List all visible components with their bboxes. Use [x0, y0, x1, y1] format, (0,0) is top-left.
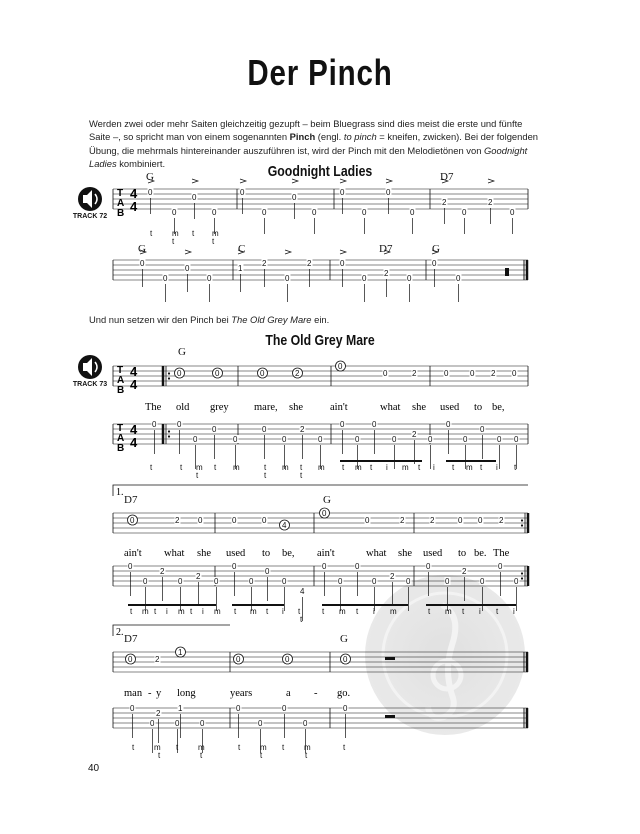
lyric-syllable: she [398, 548, 412, 559]
fingering-letter: m [154, 743, 161, 752]
tab-letter: B [117, 208, 125, 219]
chord-symbol: G [340, 633, 348, 645]
fingering-letter: m [355, 463, 362, 472]
fret-number: 2 [412, 430, 417, 439]
fingering-letter: i [496, 463, 498, 472]
fret-number: 2 [390, 572, 395, 581]
fret-number: 0 [406, 577, 411, 586]
fret-number: 0 [365, 516, 370, 525]
time-signature-bottom: 4 [130, 377, 138, 392]
fingering-letter: t [300, 463, 303, 472]
fingering-letter: t [282, 743, 285, 752]
fret-number: 0 [510, 208, 515, 217]
fret-number: 0 [212, 425, 217, 434]
fingering-letter: m [142, 607, 149, 616]
tab-letter: T [117, 365, 124, 376]
fret-number: 0 [458, 516, 463, 525]
fret-number: 0 [193, 435, 198, 444]
fingering-letter: i [202, 607, 204, 616]
lyric-syllable: ain't [317, 548, 335, 559]
accent-mark [192, 179, 198, 183]
fingering-letter: t [480, 463, 483, 472]
time-signature-top: 4 [130, 364, 138, 379]
fingering-letter: t [428, 607, 431, 616]
fret-number: 0 [322, 509, 327, 518]
beam [446, 460, 496, 462]
fingering-letter: i [373, 607, 375, 616]
fingering-letter: t [132, 743, 135, 752]
fret-number: 0 [446, 420, 451, 429]
fret-number: 0 [372, 577, 377, 586]
tab-clef-song1 [117, 186, 138, 219]
fret-number: 0 [212, 208, 217, 217]
fingering-letter: i [433, 463, 435, 472]
fingering-letter: t [150, 229, 153, 238]
fret-number: 2 [160, 567, 165, 576]
fingering-letter: t [214, 463, 217, 472]
fret-number: 2 [156, 709, 161, 718]
chord-symbol: G [138, 243, 146, 255]
lyric-syllable: be, [282, 548, 295, 559]
fingering-letter: t [264, 463, 267, 472]
repeat-dot [168, 430, 170, 432]
fret-number: 0 [200, 719, 205, 728]
fret-number: 2 [430, 516, 435, 525]
fingering-letter: m [198, 743, 205, 752]
fret-number: 2 [175, 516, 180, 525]
lyric-syllable: long [177, 688, 196, 699]
accent-mark [240, 179, 246, 183]
fingering-letter: t [176, 743, 179, 752]
fret-number: 0 [498, 562, 503, 571]
fret-number: 0 [480, 577, 485, 586]
fret-number: 2 [400, 516, 405, 525]
fret-number: 0 [392, 435, 397, 444]
fingering-letter: m [172, 229, 179, 238]
between-text-part: Und nun setzen wir den Pinch bei [89, 314, 232, 325]
lyric-syllable: ain't [330, 402, 348, 413]
fret-number: 0 [340, 259, 345, 268]
fret-number: 0 [514, 435, 519, 444]
fingering-letter: t [266, 607, 269, 616]
fret-number: 0 [185, 264, 190, 273]
fret-number: 2 [155, 655, 160, 664]
fret-number: 0 [163, 274, 168, 283]
fingering-letter: t [260, 751, 263, 760]
fingering-letter: t [300, 471, 303, 480]
lyric-syllable: The [145, 402, 162, 413]
lyric-syllable: go. [337, 688, 351, 699]
fret-number: 0 [207, 274, 212, 283]
tab-letter: A [117, 433, 125, 444]
lyric-syllable: man [124, 688, 143, 699]
fret-number: 0 [312, 208, 317, 217]
accent-mark [340, 179, 346, 183]
rest-mark [385, 715, 395, 718]
fingering-letter: m [339, 607, 346, 616]
tab-letter: A [117, 375, 125, 386]
fret-number: 0 [407, 274, 412, 283]
fret-number: 0 [285, 274, 290, 283]
fingering-letter: t [343, 743, 346, 752]
fret-number: 0 [258, 719, 263, 728]
song2-title: The Old Grey Mare [265, 332, 375, 349]
fingering-letter: t [158, 751, 161, 760]
repeat-dot [521, 577, 523, 579]
fret-number: 0 [355, 435, 360, 444]
fret-number: 0 [128, 562, 133, 571]
fingering-letter: t [180, 463, 183, 472]
fret-number: 0 [192, 193, 197, 202]
fret-number: 0 [444, 369, 449, 378]
lyric-syllable: years [230, 688, 253, 699]
lyric-syllable: y [156, 688, 162, 699]
fret-number: 0 [432, 259, 437, 268]
lyric-syllable: to [262, 548, 271, 559]
between-italic-song: The Old Grey Mare [231, 314, 312, 325]
fret-number: 0 [175, 719, 180, 728]
fret-number: 0 [249, 577, 254, 586]
fret-number: 0 [338, 577, 343, 586]
fret-number: 1 [238, 264, 243, 273]
intro-italic-term: to pinch [343, 131, 377, 143]
lyric-syllable: mare, [254, 402, 278, 413]
fingering-letter: i [479, 607, 481, 616]
fingering-letter: t [190, 607, 193, 616]
volta-label: 1. [116, 487, 124, 498]
fingering-letter: t [154, 607, 157, 616]
fingering-letter: m [466, 463, 473, 472]
fret-number: 0 [343, 655, 348, 664]
fret-number: 2 [442, 198, 447, 207]
fingering-letter: i [386, 463, 388, 472]
volta-label: 2. [116, 627, 124, 638]
fret-number: 0 [262, 425, 267, 434]
lyric-syllable: what [164, 548, 185, 559]
fingering-letter: m [212, 229, 219, 238]
fingering-letter: t [496, 607, 499, 616]
volta-bracket-1 [113, 485, 528, 498]
fret-number: 0 [240, 188, 245, 197]
lyric-syllable: used [226, 548, 246, 559]
fret-number: 0 [470, 369, 475, 378]
fret-number: 2 [300, 425, 305, 434]
speaker-icon[interactable] [78, 355, 102, 379]
track-label-73: TRACK 73 [72, 381, 108, 388]
tab-letter: B [117, 443, 125, 454]
time-signature-top: 4 [130, 186, 138, 201]
page-title: Der Pinch [247, 52, 393, 93]
fingering-letter: m [250, 607, 257, 616]
fret-number: 0 [303, 719, 308, 728]
fret-number: 0 [462, 208, 467, 217]
fret-number: 0 [236, 655, 241, 664]
fret-number: 0 [285, 655, 290, 664]
lyric-syllable: used [440, 402, 460, 413]
fret-number: 1 [178, 648, 183, 657]
fingering-letter: t [200, 751, 203, 760]
fret-number: 0 [362, 208, 367, 217]
lyric-syllable: grey [210, 402, 229, 413]
fingering-letter: t [452, 463, 455, 472]
fret-number: 2 [412, 369, 417, 378]
lyric-syllable: ain't [124, 548, 142, 559]
fingering-letter: t [264, 471, 267, 480]
fret-number: 1 [178, 704, 183, 713]
song1-title: Goodnight Ladies [267, 163, 373, 180]
fret-number: 0 [318, 435, 323, 444]
fret-number: 0 [177, 369, 182, 378]
fingering-letter: t [196, 471, 199, 480]
fingering-letter: m [445, 607, 452, 616]
lyric-syllable: to [458, 548, 467, 559]
time-signature-top: 4 [130, 422, 138, 437]
intro-text: (engl. [315, 131, 344, 143]
fret-number: 0 [338, 362, 343, 371]
fret-number: 0 [214, 577, 219, 586]
lyric-syllable: be, [492, 402, 505, 413]
lyric-syllable: - [314, 688, 318, 699]
lyric-syllable: old [176, 402, 190, 413]
fret-number: 0 [343, 704, 348, 713]
fret-number: 2 [488, 198, 493, 207]
fret-number: 0 [128, 655, 133, 664]
time-signature-bottom: 4 [130, 199, 138, 214]
fret-number: 0 [265, 567, 270, 576]
fingering-letter: t [192, 229, 195, 238]
fret-number: 0 [362, 274, 367, 283]
fret-number: 2 [499, 516, 504, 525]
chord-symbol: C [238, 243, 246, 255]
chord-symbol: D7 [124, 494, 138, 506]
fret-number: 0 [236, 704, 241, 713]
repeat-dot [521, 524, 523, 526]
fret-number: 0 [410, 208, 415, 217]
beam [232, 604, 284, 606]
fret-number: 0 [428, 435, 433, 444]
fret-number: 0 [456, 274, 461, 283]
fingering-letter: t [300, 615, 303, 624]
fingering-letter: i [282, 607, 284, 616]
chord-symbol: G [432, 243, 440, 255]
intro-bold-term: Pinch [289, 131, 316, 143]
rest-mark [505, 268, 509, 276]
lyric-syllable: - [148, 688, 152, 699]
fret-number: 0 [463, 435, 468, 444]
fingering-letter: m [282, 463, 289, 472]
fingering-letter: t [342, 463, 345, 472]
lyric-syllable: she [197, 548, 211, 559]
fingering-letter: m [390, 607, 397, 616]
chord-symbol: D7 [379, 243, 393, 255]
accent-mark [292, 179, 298, 183]
fingering-letter: m [318, 463, 325, 472]
fret-number: 0 [282, 435, 287, 444]
lyric-syllable: she [289, 402, 303, 413]
fingering-letter: t [298, 607, 301, 616]
accent-mark [185, 250, 191, 254]
fret-number: 0 [172, 208, 177, 217]
lyric-syllable: be. [474, 548, 487, 559]
fret-number: 2 [384, 269, 389, 278]
fingering-letter: m [233, 463, 240, 472]
beam [340, 460, 422, 462]
fingering-letter: m [214, 607, 221, 616]
lyric-syllable: The [493, 548, 510, 559]
repeat-dot [521, 572, 523, 574]
fingering-letter: t [150, 463, 153, 472]
fret-number: 0 [478, 516, 483, 525]
chord-symbol: G [178, 346, 186, 358]
fret-number: 0 [386, 188, 391, 197]
fingering-letter: t [462, 607, 465, 616]
fret-number: 0 [282, 577, 287, 586]
fret-number: 0 [233, 435, 238, 444]
intro-text: = kneifen, zwicken). Bei der folgenden Übung, die mehrmals hintereinander auszuführen ist, wird der Pinch mit den Melodietönen von [89, 131, 538, 156]
fret-number: 2 [491, 369, 496, 378]
accent-mark [340, 250, 346, 254]
repeat-dot [521, 519, 523, 521]
fret-number: 0 [426, 562, 431, 571]
rest-mark [385, 657, 395, 660]
fret-number: 0 [497, 435, 502, 444]
tab-letter: A [117, 198, 125, 209]
fingering-letter: t [356, 607, 359, 616]
fingering-letter: t [305, 751, 308, 760]
fret-number: 0 [148, 188, 153, 197]
fret-number: 0 [198, 516, 203, 525]
fret-number: 2 [295, 369, 300, 378]
fingering-letter: m [260, 743, 267, 752]
fret-number: 0 [232, 516, 237, 525]
fingering-letter: m [178, 607, 185, 616]
fingering-letter: t [322, 607, 325, 616]
lyric-syllable: she [412, 402, 426, 413]
fret-number: 0 [262, 516, 267, 525]
fret-number: 4 [300, 587, 305, 596]
fret-number: 0 [130, 704, 135, 713]
lyric-syllable: a [286, 688, 291, 699]
fingering-letter: t [514, 463, 517, 472]
chord-symbol: D7 [440, 171, 454, 183]
track-label-72: TRACK 72 [72, 213, 108, 220]
fingering-letter: i [513, 607, 515, 616]
time-signature-bottom: 4 [130, 435, 138, 450]
fingering-letter: t [234, 607, 237, 616]
repeat-dot [168, 372, 170, 374]
watermark-seal [365, 575, 525, 735]
fingering-letter: t [172, 237, 175, 246]
fingering-letter: i [166, 607, 168, 616]
repeat-dot [168, 377, 170, 379]
fret-number: 0 [383, 369, 388, 378]
chord-symbol: D7 [124, 633, 138, 645]
fingering-letter: t [238, 743, 241, 752]
chord-symbol: G [323, 494, 331, 506]
fret-number: 2 [262, 259, 267, 268]
fret-number: 0 [130, 516, 135, 525]
page-number: 40 [88, 763, 100, 774]
tab-letter: T [117, 423, 124, 434]
fret-number: 0 [150, 719, 155, 728]
speaker-icon[interactable] [78, 187, 102, 211]
fret-number: 0 [260, 369, 265, 378]
fret-number: 0 [322, 562, 327, 571]
intro-text: kombiniert. [116, 158, 166, 170]
tab-letter: B [117, 385, 125, 396]
tab-clef-song2-b [117, 422, 138, 454]
fret-number: 0 [282, 704, 287, 713]
fret-number: 0 [340, 420, 345, 429]
fingering-letter: t [212, 237, 215, 246]
fret-number: 0 [480, 425, 485, 434]
intro-italic-song: Goodnight Ladies [89, 144, 528, 170]
fret-number: 0 [514, 577, 519, 586]
tab-letter: T [117, 188, 124, 199]
fret-number: 0 [372, 420, 377, 429]
fret-number: 0 [143, 577, 148, 586]
accent-mark [488, 179, 494, 183]
fret-number: 2 [307, 259, 312, 268]
fret-number: 0 [232, 562, 237, 571]
fret-number: 2 [196, 572, 201, 581]
fret-number: 0 [512, 369, 517, 378]
lyric-syllable: what [366, 548, 387, 559]
fret-number: 0 [292, 193, 297, 202]
fingering-letter: m [196, 463, 203, 472]
fingering-letter: m [304, 743, 311, 752]
tab-clef-song2-a [117, 364, 138, 396]
fret-number: 2 [462, 567, 467, 576]
accent-mark [285, 250, 291, 254]
fret-number: 0 [140, 259, 145, 268]
intro-text: Werden zwei oder mehr Saiten gleichzeitig gezupft – beim Bluegrass sind dies meist die erste und fünfte Saite –, so spricht man von einem sogenannten [89, 118, 523, 143]
chord-symbol: G [146, 171, 154, 183]
accent-mark [386, 179, 392, 183]
fret-number: 0 [152, 420, 157, 429]
fret-number: 0 [177, 420, 182, 429]
lyric-syllable: used [423, 548, 443, 559]
fret-number: 4 [282, 521, 287, 530]
fret-number: 0 [262, 208, 267, 217]
fret-number: 0 [215, 369, 220, 378]
fret-number: 0 [340, 188, 345, 197]
beam [426, 604, 516, 606]
fingering-letter: t [130, 607, 133, 616]
fret-number: 0 [445, 577, 450, 586]
lyric-syllable: what [380, 402, 401, 413]
beam [128, 604, 216, 606]
fingering-letter: t [370, 463, 373, 472]
fret-number: 0 [355, 562, 360, 571]
fret-number: 0 [178, 577, 183, 586]
fingering-letter: m [402, 463, 409, 472]
repeat-dot [168, 435, 170, 437]
fingering-letter: t [418, 463, 421, 472]
between-text-part: ein. [311, 314, 330, 325]
beam [322, 604, 408, 606]
lyric-syllable: to [474, 402, 483, 413]
